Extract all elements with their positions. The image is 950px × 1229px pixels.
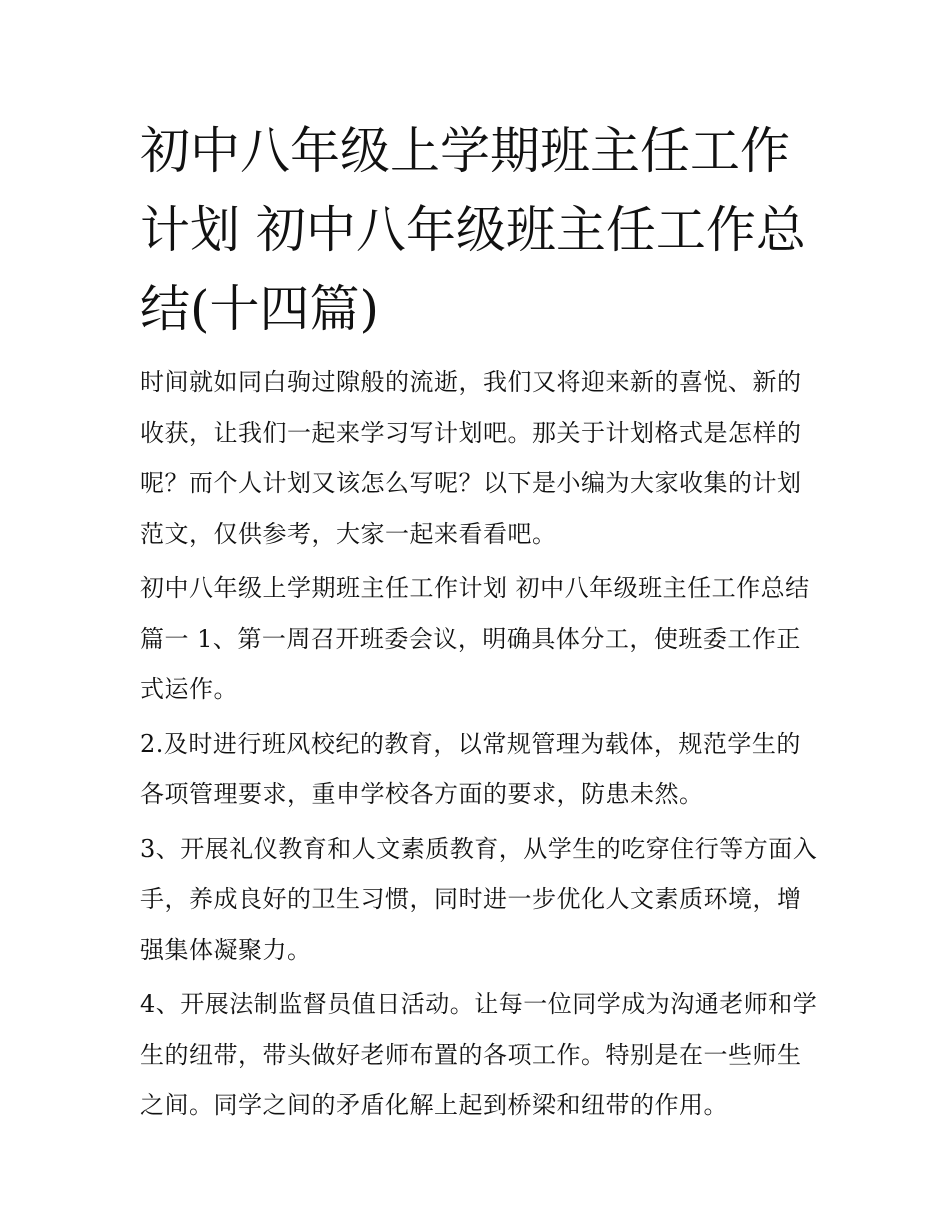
document-title: 初中八年级上学期班主任工作计划 初中八年级班主任工作总结(十四篇) xyxy=(140,122,806,338)
document-page xyxy=(140,112,820,1135)
paragraph-item-3: 3、开展礼仪教育和人文素质教育，从学生的吃穿住行等方面入手，养成良好的卫生习惯，同时进一步优化人文素质环境，增强集体凝聚力。 xyxy=(140,834,818,964)
paragraph-item-4: 4、开展法制监督员值日活动。让每一位同学成为沟通老师和学生的纽带，带头做好老师布置的各项工作。特别是在一些师生之间。同学之间的矛盾化解上起到桥梁和纽带的作用。 xyxy=(140,990,818,1119)
intro-paragraph: 时间就如同白驹过隙般的流逝，我们又将迎来新的喜悦、新的收获，让我们一起来学习写计划吧。那关于计划格式是怎样的呢？而个人计划又该怎么写呢？以下是小编为大家收集的计划范文，仅供参考，大家一起来看看吧。 xyxy=(140,368,802,548)
paragraph-item-1: 初中八年级上学期班主任工作计划 初中八年级班主任工作总结篇一 1、第一周召开班委会议，明确具体分工，使班委工作正式运作。 xyxy=(140,574,810,703)
paragraph-item-2: 2.及时进行班风校纪的教育，以常规管理为载体，规范学生的各项管理要求，重申学校各方面的要求，防患未然。 xyxy=(140,729,801,808)
